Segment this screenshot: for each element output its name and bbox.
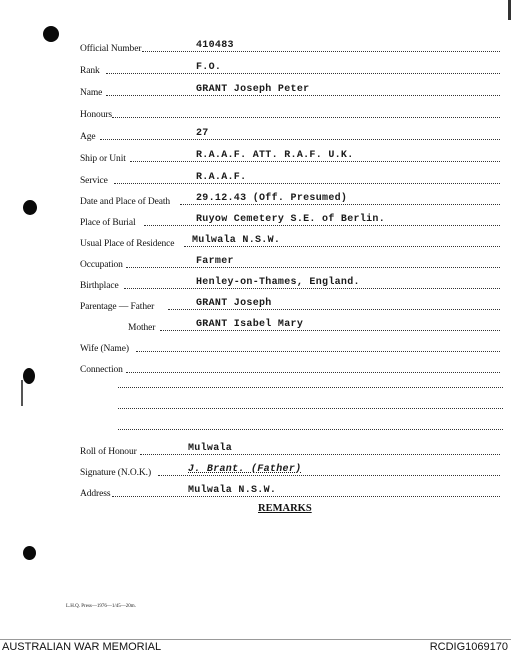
punch-hole-top xyxy=(43,26,59,42)
dotted-line xyxy=(106,73,500,74)
dotted-line xyxy=(142,51,500,52)
value-date-place-death: 29.12.43 (Off. Presumed) xyxy=(196,193,348,204)
value-birthplace: Henley-on-Thames, England. xyxy=(196,277,360,288)
scan-mark xyxy=(21,380,23,406)
label-birthplace: Birthplace xyxy=(80,281,119,291)
value-official-number: 410483 xyxy=(196,40,234,51)
label-place-of-burial: Place of Burial xyxy=(80,218,136,228)
connection-line xyxy=(118,408,503,409)
value-usual-residence: Mulwala N.S.W. xyxy=(192,235,281,246)
printer-imprint: L.H.Q. Press—1976—1/45—20m. xyxy=(66,604,136,609)
label-name: Name xyxy=(80,88,103,98)
punch-hole-upper xyxy=(23,200,37,215)
field-date-place-death xyxy=(80,193,500,207)
value-age: 27 xyxy=(196,128,209,139)
label-mother: Mother xyxy=(128,323,156,333)
value-signature: J. Brant. (Father) xyxy=(188,464,302,475)
field-wife xyxy=(80,340,500,354)
value-service: R.A.A.F. xyxy=(196,172,247,183)
field-parentage-father xyxy=(80,298,500,312)
dotted-line xyxy=(124,288,500,289)
dotted-line xyxy=(126,267,500,268)
field-ship-or-unit xyxy=(80,150,500,164)
field-usual-residence xyxy=(80,235,500,249)
value-occupation: Farmer xyxy=(196,256,234,267)
label-honours: Honours xyxy=(80,110,113,120)
field-place-of-burial xyxy=(80,214,500,228)
dotted-line xyxy=(130,161,500,162)
value-ship-or-unit: R.A.A.F. ATT. R.A.F. U.K. xyxy=(196,150,354,161)
field-honours xyxy=(80,106,500,120)
label-occupation: Occupation xyxy=(80,260,123,270)
dotted-line xyxy=(126,372,500,373)
dotted-line xyxy=(140,454,500,455)
value-roll-of-honour: Mulwala xyxy=(188,443,233,454)
field-address xyxy=(80,485,500,499)
label-wife: Wife (Name) xyxy=(80,344,129,354)
dotted-line xyxy=(112,496,500,497)
field-connection xyxy=(80,361,500,375)
field-official-number xyxy=(80,40,500,54)
footer-institution: AUSTRALIAN WAR MEMORIAL xyxy=(2,641,162,653)
label-connection: Connection xyxy=(80,365,123,375)
connection-line xyxy=(118,429,503,430)
label-rank: Rank xyxy=(80,66,100,76)
dotted-line xyxy=(158,475,500,476)
label-age: Age xyxy=(80,132,96,142)
value-address: Mulwala N.S.W. xyxy=(188,485,277,496)
field-signature xyxy=(80,464,500,478)
label-date-place-death: Date and Place of Death xyxy=(80,197,171,207)
dotted-line xyxy=(168,309,500,310)
punch-hole-lower xyxy=(23,546,36,560)
label-service: Service xyxy=(80,176,108,186)
footer-record-id: RCDIG1069170 xyxy=(429,641,508,653)
label-official-number: Official Number xyxy=(80,44,142,54)
field-roll-of-honour xyxy=(80,443,500,457)
dotted-line xyxy=(144,225,500,226)
dotted-line xyxy=(112,117,500,118)
archive-footer xyxy=(0,639,511,655)
field-birthplace xyxy=(80,277,500,291)
field-occupation xyxy=(80,256,500,270)
value-parentage-father: GRANT Joseph xyxy=(196,298,272,309)
punch-hole-middle xyxy=(23,368,35,384)
value-name: GRANT Joseph Peter xyxy=(196,84,310,95)
field-mother xyxy=(80,319,500,333)
label-usual-residence: Usual Place of Residence xyxy=(80,239,175,249)
label-address: Address xyxy=(80,489,111,499)
dotted-line xyxy=(100,139,500,140)
dotted-line xyxy=(106,95,500,96)
connection-line xyxy=(118,387,503,388)
value-rank: F.O. xyxy=(196,62,222,73)
dotted-line xyxy=(114,183,500,184)
dotted-line xyxy=(136,351,500,352)
value-mother: GRANT Isabel Mary xyxy=(196,319,304,330)
dotted-line xyxy=(180,204,500,205)
label-ship-or-unit: Ship or Unit xyxy=(80,154,126,164)
field-age xyxy=(80,128,500,142)
label-roll-of-honour: Roll of Honour xyxy=(80,447,137,457)
value-place-of-burial: Ruyow Cemetery S.E. of Berlin. xyxy=(196,214,386,225)
remarks-heading: REMARKS xyxy=(258,503,312,514)
field-name xyxy=(80,84,500,98)
label-signature: Signature (N.O.K.) xyxy=(80,468,152,478)
dotted-line xyxy=(160,330,500,331)
field-rank xyxy=(80,62,500,76)
label-parentage-father: Parentage — Father xyxy=(80,302,155,312)
dotted-line xyxy=(184,246,500,247)
field-service xyxy=(80,172,500,186)
